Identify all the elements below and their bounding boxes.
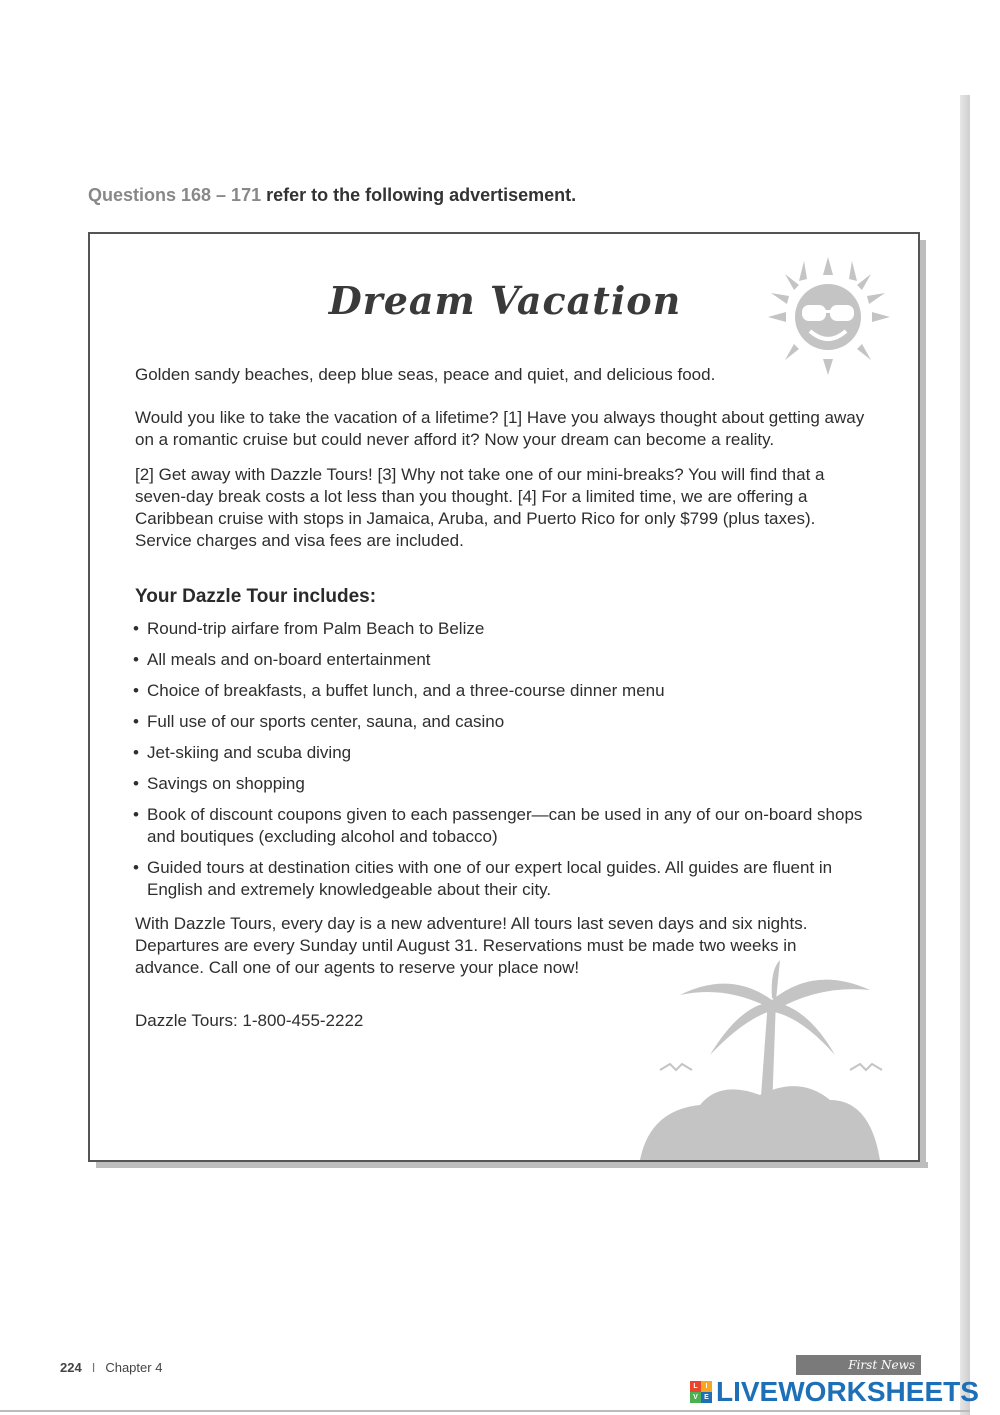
ad-closing: With Dazzle Tours, every day is a new adventure! All tours last seven days and six nights. Departures are every Sunday until August 31. Reservations must be made two weeks in advance. Call one of our agents to reserve your place now!: [135, 914, 808, 977]
list-item: [133, 857, 873, 901]
bullet: •: [133, 712, 139, 731]
question-text: refer to the following advertisement.: [261, 185, 577, 205]
first-news-badge: First News: [796, 1355, 921, 1375]
bullet: •: [133, 805, 139, 824]
list-item: [133, 711, 873, 733]
footer-separator: I: [91, 1360, 96, 1375]
list-item-text: Guided tours at destination cities with one of our expert local guides. All guides are fluent in English and extremely knowledgeable about their city.: [147, 858, 833, 899]
list-item: [133, 618, 873, 640]
ad-contact: Dazzle Tours: 1-800-455-2222: [135, 1011, 364, 1030]
page-number: 224: [60, 1360, 82, 1375]
includes-title: Your Dazzle Tour includes:: [135, 586, 377, 607]
list-item-text: Choice of breakfasts, a buffet lunch, and a three-course dinner menu: [147, 681, 665, 700]
includes-list: [133, 618, 873, 910]
list-item-text: Savings on shopping: [147, 774, 305, 793]
bullet: •: [133, 774, 139, 793]
bullet: •: [133, 681, 139, 700]
list-item: [133, 649, 873, 671]
palm-tree-icon: [630, 960, 900, 1160]
bullet: •: [133, 650, 139, 669]
question-header: [88, 185, 576, 206]
list-item: [133, 742, 873, 764]
frame-shadow-right: [920, 240, 926, 1168]
bullet: •: [133, 858, 139, 877]
list-item: [133, 804, 873, 848]
liveworksheets-logo-icon: L I V E: [690, 1381, 712, 1403]
list-item-text: All meals and on-board entertainment: [147, 650, 431, 669]
liveworksheets-text: LIVEWORKSHEETS: [716, 1376, 979, 1407]
page-footer: [60, 1360, 162, 1375]
list-item: [133, 773, 873, 795]
question-range: Questions 168 – 171: [88, 185, 262, 205]
liveworksheets-brand[interactable]: [690, 1375, 979, 1409]
list-item: [133, 680, 873, 702]
chapter-label: Chapter 4: [105, 1360, 163, 1375]
ad-tagline: Golden sandy beaches, deep blue seas, peace and quiet, and delicious food.: [135, 365, 716, 384]
list-item-text: Jet-skiing and scuba diving: [147, 743, 352, 762]
ad-title: Dream Vacation: [328, 278, 682, 323]
list-item-text: Book of discount coupons given to each passenger—can be used in any of our on-board shops and boutiques (excluding alcohol and tobacco): [147, 805, 863, 846]
list-item-text: Round-trip airfare from Palm Beach to Belize: [147, 619, 485, 638]
ad-paragraph-3: [2] Get away with Dazzle Tours! [3] Why not take one of our mini-breaks? You will find that a seven-day break costs a lot less than you thought. [4] For a limited time, we are offering a Caribbean cruise with stops in Jamaica, Aruba, and Puerto Rico for only $799 (plus taxes). Service charges and visa fees are included.: [135, 465, 825, 550]
bullet: •: [133, 619, 139, 638]
frame-shadow-bottom: [96, 1162, 928, 1168]
bullet: •: [133, 743, 139, 762]
bottom-rule: [0, 1410, 970, 1412]
list-item-text: Full use of our sports center, sauna, and casino: [147, 712, 505, 731]
ad-paragraph-2: Would you like to take the vacation of a lifetime? [1] Have you always thought about getting away on a romantic cruise but could never afford it? Now your dream can become a reality.: [135, 408, 865, 449]
